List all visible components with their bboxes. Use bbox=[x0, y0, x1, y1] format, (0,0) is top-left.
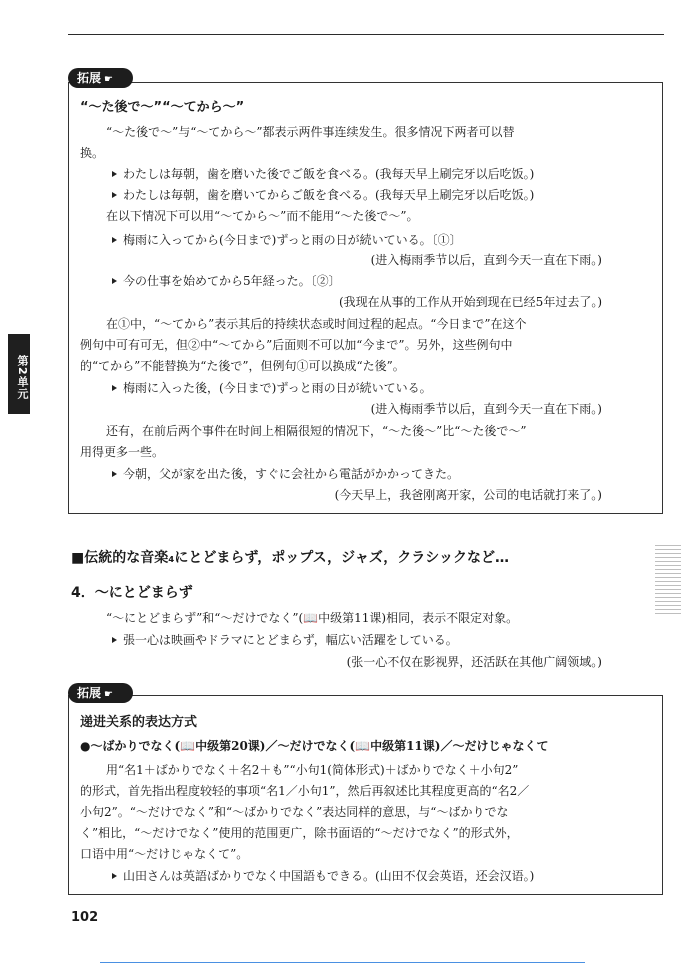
section-description: “～にとどまらず”和“～だけでなく”(📖中级第11课)相同，表示不限定对象。 bbox=[106, 611, 519, 625]
bullet-triangle-icon bbox=[112, 637, 117, 643]
ext1-translation: (我现在从事的工作从开始到现在已经5年过去了。) bbox=[339, 295, 602, 309]
ext1-line: 用得更多一些。 bbox=[80, 445, 165, 459]
hand-pointer-icon: ☛ bbox=[104, 74, 113, 85]
page-number: 102 bbox=[71, 910, 99, 925]
ext2-example: 山田さんは英語ばかりでなく中国語もできる。(山田不仅会英语，还会汉语。) bbox=[112, 868, 534, 884]
ext1-translation: (今天早上，我爸刚离开家，公司的电话就打来了。) bbox=[334, 488, 602, 502]
ext1-example: 今の仕事を始めてから5年経った。〔②〕 bbox=[112, 273, 341, 289]
ext1-example: わたしは毎朝，歯を磨いた後でご飯を食べる。(我每天早上刷完牙以后吃饭。) bbox=[112, 166, 534, 182]
ext2-line: く”相比，“～だけでなく”使用的范围更广，除书面语的“～だけでなく”的形式外， bbox=[80, 826, 519, 840]
scan-artifact bbox=[655, 545, 681, 615]
bullet-triangle-icon bbox=[112, 192, 117, 198]
ext1-translation: (进入梅雨季节以后，直到今天一直在下雨。) bbox=[370, 402, 602, 416]
extension-heading-2: 递进关系的表达方式 bbox=[80, 715, 198, 730]
bullet-triangle-icon bbox=[112, 471, 117, 477]
ext1-line: 换。 bbox=[80, 146, 105, 160]
extension-tag-label: 拓展 bbox=[77, 686, 102, 700]
ext1-line: 例句中可有可无，但②中“～てから”后面则不可以加“今まで”。另外，这些例句中 bbox=[80, 338, 513, 352]
bullet-triangle-icon bbox=[112, 278, 117, 284]
section-translation: (张一心不仅在影视界，还活跃在其他广阔领域。) bbox=[346, 655, 602, 669]
extension-tag-label: 拓展 bbox=[77, 71, 102, 85]
ext1-example: 梅雨に入った後，(今日まで)ずっと雨の日が続いている。 bbox=[112, 380, 432, 396]
ext1-line: 在①中，“～てから”表示其后的持续状态或时间过程的起点。“今日まで”在这个 bbox=[106, 317, 527, 331]
bottom-rule bbox=[100, 962, 585, 963]
ext1-translation: (进入梅雨季节以后，直到今天一直在下雨。) bbox=[370, 253, 602, 267]
bullet-triangle-icon bbox=[112, 385, 117, 391]
ext1-line: 的“てから”不能替换为“た後で”，但例句①可以换成“た後”。 bbox=[80, 359, 405, 373]
extension-tag-1 bbox=[68, 68, 133, 88]
ext2-line: 口语中用“～だけじゃなくて”。 bbox=[80, 847, 249, 861]
ext1-line: “～た後で～”与“～てから～”都表示两件事连续发生。很多情况下两者可以替 bbox=[106, 125, 515, 139]
section-example: 張一心は映画やドラマにとどまらず，幅広い活躍をしている。 bbox=[112, 632, 458, 648]
unit-side-tab: 第2单元 bbox=[8, 334, 30, 414]
top-rule bbox=[68, 34, 664, 35]
bullet-triangle-icon bbox=[112, 873, 117, 879]
ext1-line: 还有，在前后两个事件在时间上相隔很短的情况下，“～た後～”比“～た後で～” bbox=[106, 424, 527, 438]
bullet-triangle-icon bbox=[112, 237, 117, 243]
extension-heading-1: “～た後で～”“～てから～” bbox=[80, 100, 245, 115]
bullet-triangle-icon bbox=[112, 171, 117, 177]
ext2-pattern-line: ●～ばかりでなく(📖中级第20课)／～だけでなく(📖中级第11课)／～だけじゃなくて bbox=[80, 739, 549, 753]
ext1-example: 梅雨に入ってから(今日まで)ずっと雨の日が続いている。〔①〕 bbox=[112, 232, 462, 248]
section-title: 4．～にとどまらず bbox=[71, 585, 193, 601]
ext2-line: 小句2”。“～だけでなく”和“～ばかりでなく”表达同样的意思，与“～ばかりでな bbox=[80, 805, 509, 819]
extension-tag-2 bbox=[68, 683, 133, 703]
main-sentence: ■伝統的な音楽₄にとどまらず，ポップス，ジャズ，クラシックなど… bbox=[71, 550, 509, 566]
ext1-line: 在以下情况下可以用“～てから～”而不能用“～た後で～”。 bbox=[106, 209, 419, 223]
ext1-example: わたしは毎朝，歯を磨いてからご飯を食べる。(我每天早上刷完牙以后吃饭。) bbox=[112, 187, 534, 203]
ext2-line: 的形式，首先指出程度较轻的事项“名1／小句1”，然后再叙述比其程度更高的“名2／ bbox=[80, 784, 530, 798]
ext2-line: 用“名1＋ばかりでなく＋名2＋も”“小句1(简体形式)＋ばかりでなく＋小句2” bbox=[106, 763, 519, 777]
ext1-example: 今朝，父が家を出た後，すぐに会社から電話がかかってきた。 bbox=[112, 466, 459, 482]
hand-pointer-icon: ☛ bbox=[104, 689, 113, 700]
